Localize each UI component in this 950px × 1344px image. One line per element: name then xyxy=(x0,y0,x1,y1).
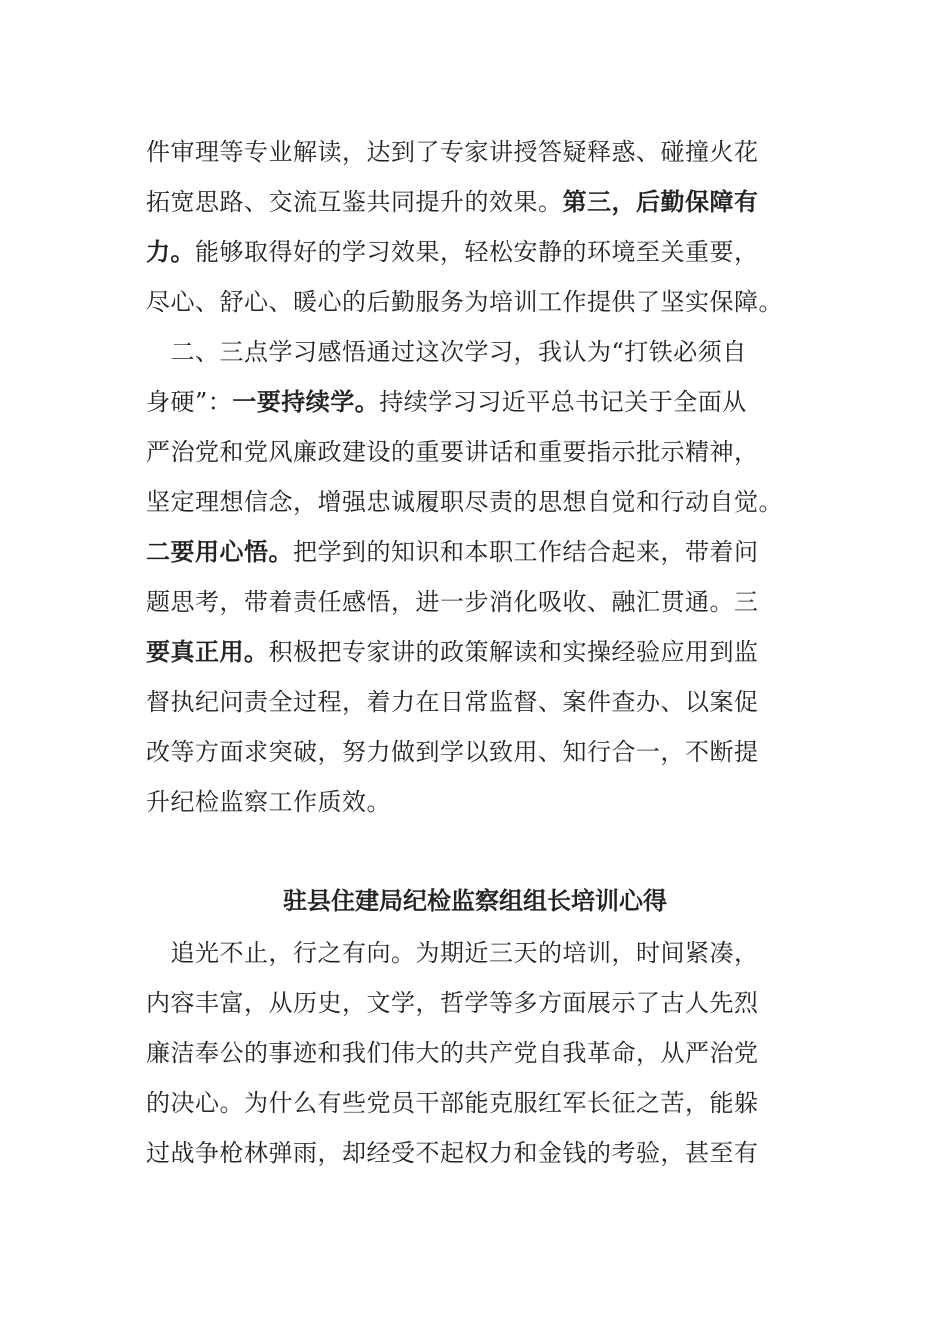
text-line xyxy=(146,487,783,517)
text-run: 改等方面求突破，努力做到学以致用、知行合一，不断提 xyxy=(146,738,759,766)
article-title: 驻县住建局纪检监察组组长培训心得 xyxy=(283,887,667,915)
text-line xyxy=(146,337,747,367)
text-run: 过战争枪林弹雨，却经受不起权力和金钱的考验，甚至有 xyxy=(146,1139,759,1167)
bold-text-run: 第三，后勤保障有 xyxy=(562,188,759,216)
text-run: 持续学习习近平总书记关于全面从 xyxy=(379,388,747,416)
text-line xyxy=(146,237,759,267)
text-run: 廉洁奉公的事迹和我们伟大的共产党自我革命，从严治党 xyxy=(146,1039,759,1067)
text-line xyxy=(146,537,759,567)
text-line xyxy=(146,187,759,217)
text-line xyxy=(146,637,759,667)
text-line xyxy=(146,137,759,167)
text-run: 追光不止，行之有向。为期近三天的培训，时间紧凑， xyxy=(146,939,759,967)
text-line xyxy=(146,587,759,617)
bold-text-run: 力。 xyxy=(146,238,195,266)
text-line xyxy=(146,737,759,767)
text-run: 题思考，带着责任感悟，进一步消化吸收、融汇贯通。三 xyxy=(146,588,759,616)
text-run: 的决心。为什么有些党员干部能克服红军长征之苦，能躲 xyxy=(146,1089,759,1117)
text-line xyxy=(146,687,759,717)
text-run: 件审理等专业解读，达到了专家讲授答疑释惑、碰撞火花 xyxy=(146,138,759,166)
text-line xyxy=(146,437,759,467)
text-run: 能够取得好的学习效果，轻松安静的环境至关重要， xyxy=(195,238,759,266)
text-run: 坚定理想信念，增强忠诚履职尽责的思想自觉和行动自觉。 xyxy=(146,488,783,516)
text-run: 尽心、舒心、暖心的后勤服务为培训工作提供了坚实保障。 xyxy=(146,288,783,316)
text-run: 二、三点学习感悟通过这次学习，我认为“打铁必须自 xyxy=(146,338,747,366)
text-run: 严治党和党风廉政建设的重要讲话和重要指示批示精神， xyxy=(146,438,759,466)
text-line xyxy=(146,387,747,417)
text-line xyxy=(146,988,759,1018)
text-run: 内容丰富，从历史，文学，哲学等多方面展示了古人先烈 xyxy=(146,989,759,1017)
text-run: 升纪检监察工作质效。 xyxy=(146,788,391,816)
bold-text-run: 要真正用。 xyxy=(146,638,269,666)
text-line xyxy=(146,1038,759,1068)
text-run: 督执纪问责全过程，着力在日常监督、案件查办、以案促 xyxy=(146,688,759,716)
text-run: 积极把专家讲的政策解读和实操经验应用到监 xyxy=(268,638,759,666)
text-line xyxy=(146,787,391,817)
text-line xyxy=(146,1138,759,1168)
text-line xyxy=(146,1088,759,1118)
text-line xyxy=(146,938,759,968)
text-run: 把学到的知识和本职工作结合起来，带着问 xyxy=(293,538,759,566)
text-run: 身硬”： xyxy=(146,388,233,416)
text-line xyxy=(146,287,783,317)
bold-text-run: 一要持续学。 xyxy=(232,388,380,416)
bold-text-run: 二要用心悟。 xyxy=(146,538,293,566)
text-run: 拓宽思路、交流互鉴共同提升的效果。 xyxy=(146,188,563,216)
